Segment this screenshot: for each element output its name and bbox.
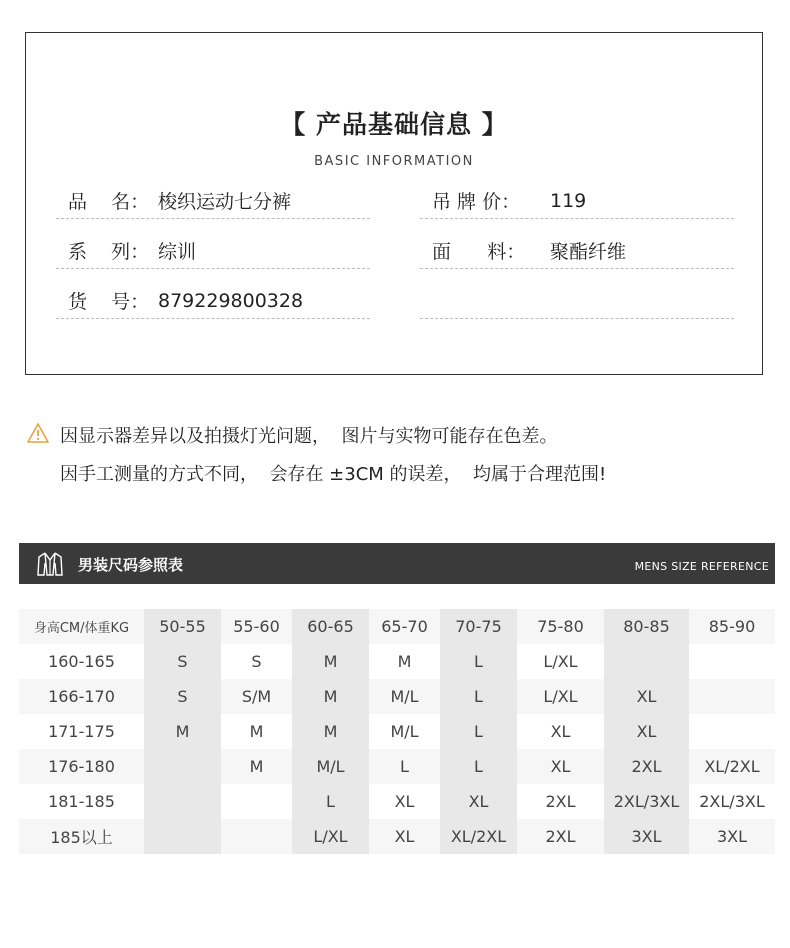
size-cell: M [221,749,292,784]
size-cell: M [292,714,369,749]
size-cell: XL/2XL [689,749,775,784]
size-cell: 2XL [604,749,689,784]
weight-header-cell: 80-85 [604,609,689,644]
size-cell: L [440,714,517,749]
table-header-row [19,609,775,644]
size-cell: M [144,714,221,749]
size-cell: 2XL/3XL [689,784,775,819]
size-cell: XL [440,784,517,819]
size-cell [144,819,221,854]
size-cell: L [292,784,369,819]
size-table [19,609,775,854]
size-cell: S/M [221,679,292,714]
weight-header-cell: 85-90 [689,609,775,644]
size-cell: L/XL [517,679,604,714]
size-cell: XL [604,679,689,714]
info-label: 面 料： [432,241,526,263]
weight-header-cell: 70-75 [440,609,517,644]
info-label: 品 名： [68,191,150,213]
info-label: 吊 牌 价： [432,191,521,213]
size-cell [689,644,775,679]
size-chart-reference: MENS SIZE REFERENCE [634,560,769,573]
info-row-fabric [420,233,734,269]
size-cell: M [292,644,369,679]
table-row [19,784,775,819]
notice-line-2: 因手工测量的方式不同， 会存在 ±3CM 的误差， 均属于合理范围! [60,464,607,485]
size-cell: 2XL/3XL [604,784,689,819]
size-cell: XL [604,714,689,749]
size-cell: 3XL [689,819,775,854]
info-label: 货 号： [68,291,150,313]
size-cell: L [369,749,440,784]
info-value: 综训 [158,241,197,263]
info-value: 梭织运动七分裤 [158,191,292,213]
info-value: 879229800328 [158,289,304,312]
size-cell: L [440,644,517,679]
height-cell: 166-170 [19,679,144,714]
height-cell: 181-185 [19,784,144,819]
size-cell [689,714,775,749]
size-cell [221,819,292,854]
size-cell [144,749,221,784]
height-cell: 185以上 [19,819,144,854]
table-row [19,714,775,749]
size-cell: M/L [369,679,440,714]
info-label: 系 列： [68,241,150,263]
size-cell: L/XL [292,819,369,854]
info-row-name [56,183,370,219]
size-cell: M [369,644,440,679]
table-row [19,679,775,714]
height-cell: 171-175 [19,714,144,749]
info-title: 【 产品基础信息 】 [280,110,508,139]
basic-info-box [25,32,763,375]
size-cell: S [144,679,221,714]
size-chart-header [19,543,775,584]
table-row [19,819,775,854]
info-row-sku [56,283,370,319]
weight-header-cell: 55-60 [221,609,292,644]
table-row [19,749,775,784]
size-cell: XL [517,714,604,749]
size-cell: XL [517,749,604,784]
size-cell: M [221,714,292,749]
size-cell: M/L [292,749,369,784]
weight-header-cell: 75-80 [517,609,604,644]
size-cell: M [292,679,369,714]
size-cell: M/L [369,714,440,749]
size-cell [221,784,292,819]
size-cell [689,679,775,714]
size-cell [604,644,689,679]
height-cell: 176-180 [19,749,144,784]
info-value: 119 [550,189,587,212]
table-row [19,644,775,679]
info-subtitle: BASIC INFORMATION [314,154,474,169]
shirt-logo-icon [36,551,64,577]
size-cell: L [440,679,517,714]
weight-header-cell: 50-55 [144,609,221,644]
height-cell: 160-165 [19,644,144,679]
size-cell: 2XL [517,784,604,819]
size-cell: XL [369,784,440,819]
size-cell [144,784,221,819]
size-cell: L/XL [517,644,604,679]
info-row-series [56,233,370,269]
size-cell: S [221,644,292,679]
corner-header-cell: 身高CM/体重KG [19,609,144,644]
info-row-price [420,183,734,219]
size-cell: S [144,644,221,679]
size-cell: L [440,749,517,784]
notice-line-1: 因显示器差异以及拍摄灯光问题， 图片与实物可能存在色差。 [60,426,558,447]
info-row-empty [420,283,734,319]
size-cell: XL [369,819,440,854]
weight-header-cell: 65-70 [369,609,440,644]
info-value: 聚酯纤维 [550,241,627,263]
size-cell: XL/2XL [440,819,517,854]
size-cell: 3XL [604,819,689,854]
warning-icon [27,423,49,443]
size-chart-title: 男装尺码参照表 [78,556,184,574]
weight-header-cell: 60-65 [292,609,369,644]
size-cell: 2XL [517,819,604,854]
